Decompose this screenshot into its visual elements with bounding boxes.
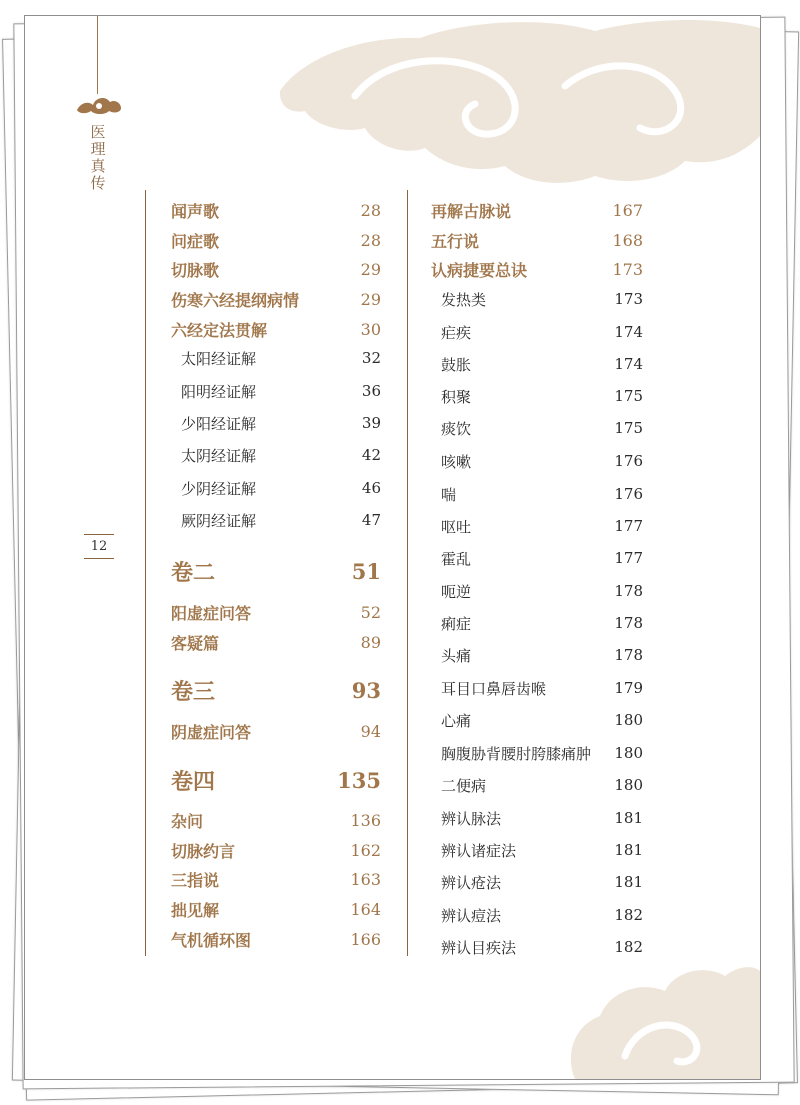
toc-entry-sub[interactable] <box>441 545 643 571</box>
toc-entry-section[interactable] <box>171 227 381 253</box>
toc-entry-page: 175 <box>614 387 643 405</box>
toc-entry-sub[interactable] <box>181 442 381 468</box>
toc-entry-title: 客疑篇 <box>171 633 220 653</box>
toc-entry-page: 163 <box>350 869 381 889</box>
toc-entry-page: 178 <box>614 646 643 664</box>
toc-entry-section[interactable] <box>171 896 381 922</box>
toc-entry-title: 认病捷要总诀 <box>431 260 528 280</box>
column-divider <box>145 190 146 956</box>
toc-entry-title: 闻声歌 <box>171 201 220 221</box>
toc-entry-page: 178 <box>614 582 643 600</box>
toc-entry-sub[interactable] <box>441 869 643 895</box>
toc-entry-page: 42 <box>361 446 381 464</box>
toc-entry-sub[interactable] <box>441 481 643 507</box>
toc-entry-page: 174 <box>614 355 643 373</box>
toc-entry-title: 鼓胀 <box>441 355 472 374</box>
toc-entry-sub[interactable] <box>441 610 643 636</box>
toc-entry-page: 89 <box>360 632 381 652</box>
toc-entry-title: 呃逆 <box>441 582 472 601</box>
toc-entry-title: 喘 <box>441 485 457 504</box>
toc-entry-title: 辨认脉法 <box>441 809 502 828</box>
toc-entry-sub[interactable] <box>181 345 381 371</box>
toc-entry-page: 181 <box>614 873 643 891</box>
toc-entry-page: 181 <box>614 809 643 827</box>
toc-entry-page: 162 <box>350 840 381 860</box>
toc-entry-title: 头痛 <box>441 646 472 665</box>
toc-entry-page: 179 <box>614 679 643 697</box>
toc-entry-sub[interactable] <box>441 513 643 539</box>
toc-entry-title: 心痛 <box>441 711 472 730</box>
page-number <box>84 534 114 559</box>
toc-entry-title: 积聚 <box>441 387 472 406</box>
toc-entry-section[interactable] <box>171 256 381 282</box>
toc-entry-section[interactable] <box>431 197 643 223</box>
toc-entry-title: 胸腹胁背腰肘胯膝痛肿 <box>441 744 592 763</box>
book-page <box>24 15 761 1080</box>
toc-entry-page: 168 <box>612 230 643 250</box>
toc-entry-page: 51 <box>351 558 381 584</box>
page-number-text: 12 <box>90 539 108 554</box>
toc-entry-title: 切脉约言 <box>171 841 236 861</box>
toc-entry-volume[interactable] <box>171 677 381 703</box>
toc-entry-title: 太阳经证解 <box>181 349 257 368</box>
toc-entry-page: 167 <box>612 200 643 220</box>
toc-entry-title: 太阴经证解 <box>181 446 257 465</box>
toc-entry-sub[interactable] <box>441 578 643 604</box>
toc-entry-section[interactable] <box>171 629 381 655</box>
toc-entry-sub[interactable] <box>441 707 643 733</box>
toc-entry-volume[interactable] <box>171 558 381 584</box>
toc-entry-title: 阳虚症问答 <box>171 603 252 623</box>
toc-entry-title: 痢症 <box>441 614 472 633</box>
toc-entry-sub[interactable] <box>441 805 643 831</box>
toc-entry-page: 173 <box>614 290 643 308</box>
toc-entry-volume[interactable] <box>171 767 381 793</box>
toc-entry-sub[interactable] <box>181 410 381 436</box>
toc-entry-page: 36 <box>361 382 381 400</box>
toc-entry-page: 28 <box>360 230 381 250</box>
running-head-book-title: 医理真传 <box>90 123 106 192</box>
toc-entry-title: 再解古脉说 <box>431 201 512 221</box>
toc-entry-title: 痰饮 <box>441 419 472 438</box>
toc-entry-section[interactable] <box>171 807 381 833</box>
toc-entry-page: 178 <box>614 614 643 632</box>
toc-entry-section[interactable] <box>431 256 643 282</box>
toc-entry-title: 伤寒六经提纲病情 <box>171 290 300 310</box>
toc-entry-page: 93 <box>351 677 381 703</box>
toc-entry-sub[interactable] <box>441 383 643 409</box>
toc-entry-page: 177 <box>614 549 643 567</box>
auspicious-cloud-icon <box>75 92 123 116</box>
toc-entry-title: 发热类 <box>441 290 487 309</box>
toc-entry-title: 呕吐 <box>441 517 472 536</box>
toc-entry-page: 47 <box>361 511 381 529</box>
toc-entry-sub[interactable] <box>441 902 643 928</box>
toc-entry-page: 177 <box>614 517 643 535</box>
toc-entry-title: 五行说 <box>431 231 480 251</box>
toc-entry-page: 176 <box>614 452 643 470</box>
toc-entry-sub[interactable] <box>441 675 643 701</box>
toc-entry-sub[interactable] <box>441 642 643 668</box>
toc-entry-page: 173 <box>612 259 643 279</box>
toc-entry-page: 29 <box>360 259 381 279</box>
toc-entry-sub[interactable] <box>181 378 381 404</box>
toc-entry-title: 少阴经证解 <box>181 479 257 498</box>
page-number-rule <box>84 558 114 559</box>
toc-entry-title: 切脉歌 <box>171 260 220 280</box>
toc-entry-title: 霍乱 <box>441 549 472 568</box>
toc-entry-title: 问症歌 <box>171 231 220 251</box>
toc-entry-title: 卷三 <box>171 678 216 705</box>
toc-entry-title: 三指说 <box>171 870 220 890</box>
toc-entry-section[interactable] <box>431 227 643 253</box>
decorative-thread <box>97 16 98 94</box>
toc-entry-page: 175 <box>614 419 643 437</box>
toc-entry-title: 卷四 <box>171 768 216 795</box>
toc-entry-title: 阴虚症问答 <box>171 722 252 742</box>
toc-entry-page: 32 <box>361 349 381 367</box>
toc-entry-section[interactable] <box>171 286 381 312</box>
toc-entry-title: 耳目口鼻唇齿喉 <box>441 679 547 698</box>
toc-entry-page: 176 <box>614 485 643 503</box>
column-divider <box>407 190 408 956</box>
toc-entry-section[interactable] <box>171 316 381 342</box>
toc-entry-sub[interactable] <box>441 351 643 377</box>
toc-entry-sub[interactable] <box>441 319 643 345</box>
toc-entry-title: 气机循环图 <box>171 930 252 950</box>
cloud-pattern-decoration <box>25 16 760 1079</box>
toc-entry-title: 辨认目疾法 <box>441 938 517 957</box>
toc-entry-page: 28 <box>360 200 381 220</box>
toc-entry-page: 182 <box>614 938 643 956</box>
toc-entry-sub[interactable] <box>441 772 643 798</box>
toc-entry-sub[interactable] <box>441 415 643 441</box>
toc-entry-page: 94 <box>360 721 381 741</box>
toc-entry-sub[interactable] <box>441 934 643 960</box>
toc-entry-page: 166 <box>350 929 381 949</box>
toc-entry-title: 辨认诸症法 <box>441 841 517 860</box>
toc-entry-page: 180 <box>614 744 643 762</box>
toc-entry-sub[interactable] <box>441 740 643 766</box>
toc-entry-section[interactable] <box>171 837 381 863</box>
toc-entry-title: 辨认疮法 <box>441 873 502 892</box>
toc-entry-page: 182 <box>614 906 643 924</box>
toc-entry-page: 30 <box>360 319 381 339</box>
toc-entry-page: 39 <box>361 414 381 432</box>
toc-entry-sub[interactable] <box>441 837 643 863</box>
toc-entry-title: 少阳经证解 <box>181 414 257 433</box>
toc-entry-sub[interactable] <box>441 448 643 474</box>
toc-entry-section[interactable] <box>171 718 381 744</box>
toc-entry-page: 181 <box>614 841 643 859</box>
toc-entry-sub[interactable] <box>441 286 643 312</box>
toc-entry-title: 二便病 <box>441 776 487 795</box>
toc-entry-section[interactable] <box>171 926 381 952</box>
toc-entry-title: 杂问 <box>171 811 204 831</box>
toc-entry-sub[interactable] <box>181 507 381 533</box>
toc-entry-title: 阳明经证解 <box>181 382 257 401</box>
toc-entry-title: 疟疾 <box>441 323 472 342</box>
toc-entry-page: 52 <box>360 602 381 622</box>
toc-entry-title: 拙见解 <box>171 900 220 920</box>
toc-entry-page: 135 <box>337 767 381 793</box>
toc-entry-section[interactable] <box>171 866 381 892</box>
toc-entry-section[interactable] <box>171 197 381 223</box>
toc-entry-title: 六经定法贯解 <box>171 320 268 340</box>
toc-entry-page: 174 <box>614 323 643 341</box>
toc-entry-title: 厥阴经证解 <box>181 511 257 530</box>
toc-entry-page: 180 <box>614 711 643 729</box>
toc-entry-page: 46 <box>361 479 381 497</box>
toc-entry-page: 29 <box>360 289 381 309</box>
toc-entry-title: 卷二 <box>171 559 216 586</box>
toc-entry-title: 咳嗽 <box>441 452 472 471</box>
toc-entry-sub[interactable] <box>181 475 381 501</box>
toc-entry-page: 180 <box>614 776 643 794</box>
toc-entry-page: 136 <box>350 810 381 830</box>
toc-entry-page: 164 <box>350 899 381 919</box>
toc-entry-title: 辨认痘法 <box>441 906 502 925</box>
toc-entry-section[interactable] <box>171 599 381 625</box>
